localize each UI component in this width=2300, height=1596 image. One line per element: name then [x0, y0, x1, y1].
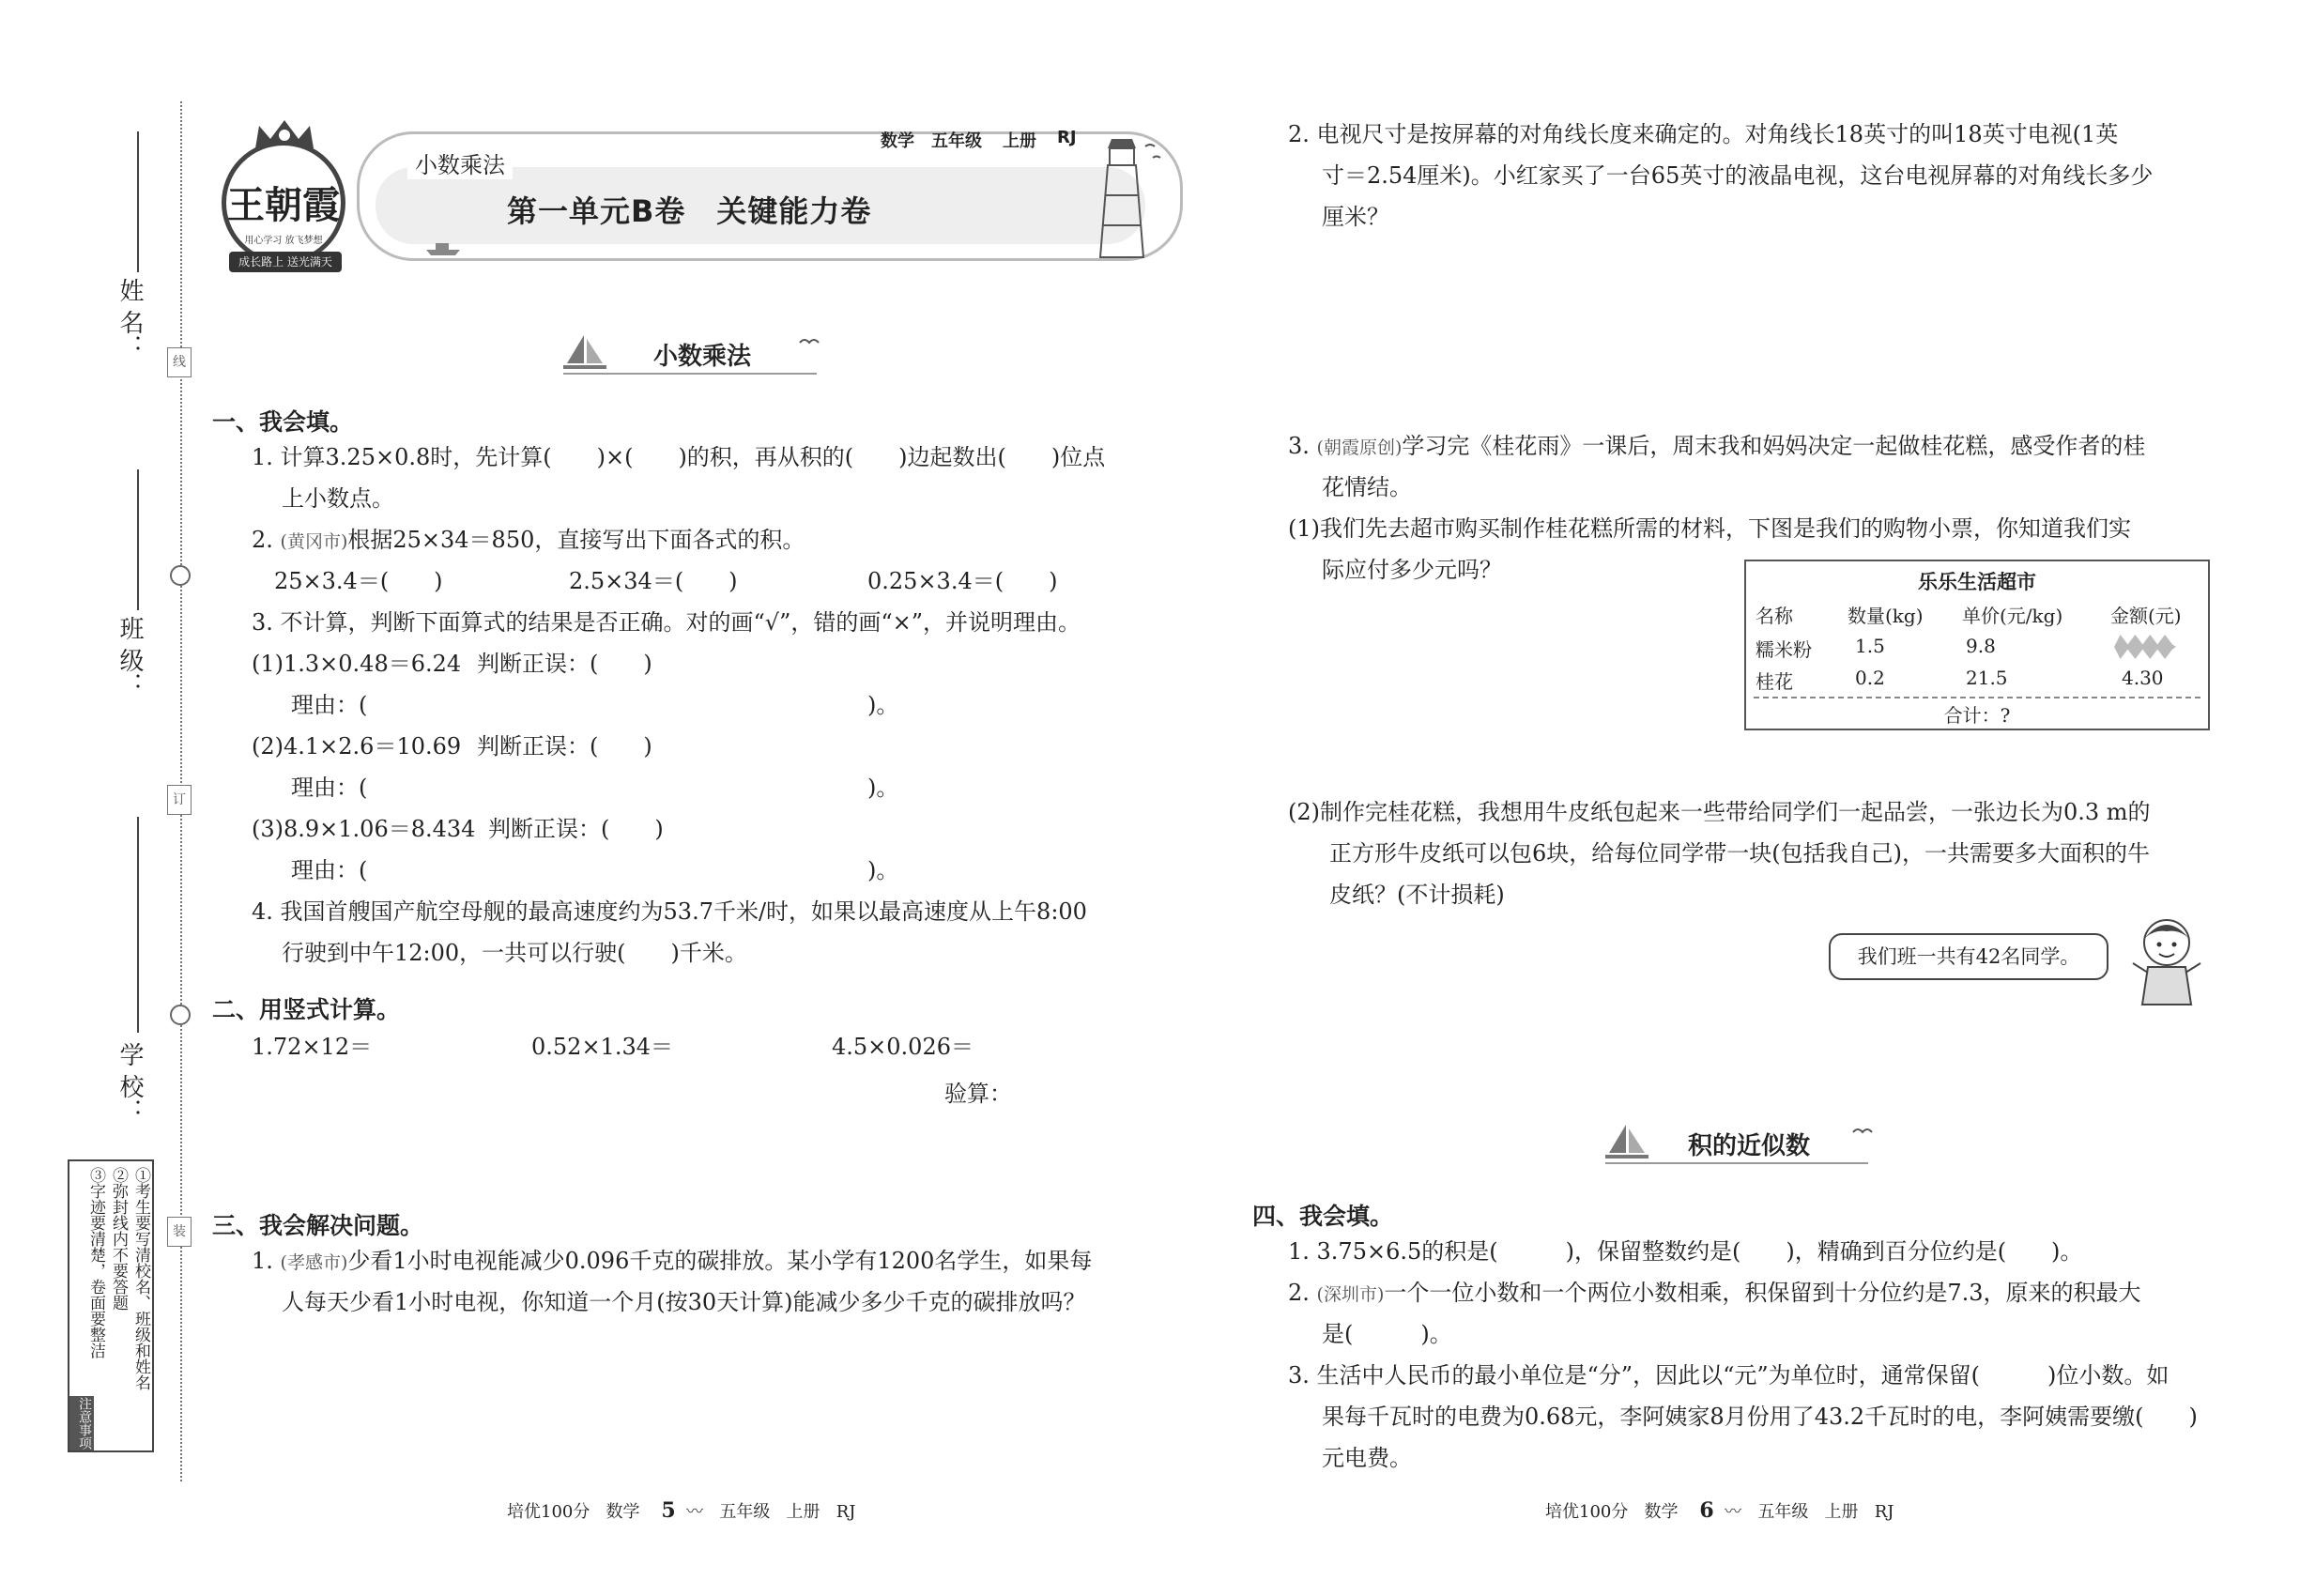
section-heading-multiplication [563, 333, 826, 380]
q4-line1: 4. 我国首艘国产航空母舰的最高速度约为53.7千米/时，如果以最高速度从上午8:00 [252, 898, 1087, 925]
school-field-line[interactable] [137, 817, 139, 1033]
q3-1-judge: 判断正误：( ) [477, 651, 652, 677]
p3-sub1-line2: 际应付多少元吗？ [1322, 557, 1502, 583]
footer-grade: 五年级 [1757, 1502, 1809, 1522]
p3-sub2-line2: 正方形牛皮纸可以包6块，给每位同学带一块(包括我自己)，一共需要多大面积的牛 [1329, 840, 2150, 867]
f1-line: 1. 3.75×6.5的积是( )，保留整数约是( )，精确到百分位约是( )。 [1288, 1238, 2083, 1265]
f3-line1: 3. 生活中人民币的最小单位是“分”，因此以“元”为单位时，通常保留( )位小数。如 [1288, 1362, 2170, 1389]
footer-edition: RJ [836, 1502, 856, 1522]
section-heading-text: 小数乘法 [653, 343, 752, 371]
receipt-total: 合计：? [1943, 704, 2011, 727]
receipt-title: 乐乐生活超市 [1918, 571, 2036, 593]
p2-line2: 寸＝2.54厘米)。小红家买了一台65英寸的液晶电视，这台电视屏幕的对角线长多少 [1322, 162, 2154, 189]
name-label: 姓 名： [115, 278, 144, 360]
receipt-cell: 桂花 [1756, 670, 1793, 693]
q3-1-reason: 理由：( [291, 692, 368, 718]
calc-item-2: 0.52×1.34＝ [531, 1034, 673, 1060]
check-label: 验算： [944, 1081, 1012, 1107]
f2-line1: 2. (深圳市)一个一位小数和一个两位小数相乘，积保留到十分位约是7.3，原来的积最大 [1288, 1280, 2141, 1306]
notes-title: 注意事项 [69, 1396, 94, 1450]
seal-mark-1: 线 [167, 347, 192, 377]
q2-item-2: 2.5×34＝( ) [569, 568, 738, 594]
binding-hole-2 [170, 1005, 191, 1025]
receipt-row-2 [1756, 667, 2202, 693]
q4-line2: 行驶到中午12:00，一共可以行驶( )千米。 [282, 940, 747, 966]
q3-1-close: )。 [867, 692, 899, 718]
q2-item-1: 25×3.4＝( ) [274, 568, 443, 594]
logo-slogan: 用心学习 放飞梦想 [244, 236, 323, 246]
receipt-cell: 0.2 [1855, 667, 1885, 689]
note-3: ③字迹要清楚，卷面要整洁 [86, 1167, 105, 1358]
bird-icon [798, 333, 822, 348]
note-1: ①考生要写清校名、班级和姓名 [131, 1167, 150, 1390]
logo-ribbon: 成长路上 送光满天 [229, 252, 342, 272]
footer-subject: 数学 [1644, 1502, 1679, 1522]
footer-right: 培优100分 数学 6 〰 五年级 上册 RJ [1545, 1498, 1894, 1523]
part3-title: 三、我会解决问题。 [212, 1212, 424, 1239]
calc-item-3: 4.5×0.026＝ [832, 1034, 974, 1060]
grade-label: 五年级 [931, 131, 982, 151]
lighthouse-icon [1080, 130, 1164, 261]
heading-rule [1605, 1162, 1868, 1164]
seal-mark-2: 订 [167, 785, 192, 815]
class-field-line[interactable] [137, 469, 139, 610]
f2-source: (深圳市) [1316, 1284, 1385, 1305]
receipt-divider [1754, 697, 2200, 698]
q3-2-close: )。 [867, 775, 899, 801]
p3-sub1-line1: (1)我们先去超市购买制作桂花糕所需的材料，下图是我们的购物小票，你知道我们实 [1288, 515, 2131, 542]
footer-edition: RJ [1874, 1502, 1894, 1522]
section-heading-text: 积的近似数 [1688, 1132, 1811, 1160]
smudged-amount-mark [2114, 635, 2176, 659]
page-number: 5 [661, 1498, 676, 1523]
q1-line1: 1. 计算3.25×0.8时，先计算( )×( )的积，再从积的( )边起数出( )位点 [252, 444, 1106, 470]
part1-title: 一、我会填。 [212, 408, 354, 436]
name-field-line[interactable] [137, 131, 139, 272]
calc-item-1: 1.72×12＝ [252, 1034, 373, 1060]
q3-2-judge: 判断正误：( ) [477, 733, 652, 760]
speech-bubble: 我们班一共有42名同学。 [1829, 933, 2108, 980]
shopping-receipt [1744, 560, 2210, 730]
q3-3-expr: (3)8.9×1.06＝8.434 [252, 816, 476, 842]
q1-line2: 上小数点。 [282, 485, 394, 512]
f2-line2: 是( )。 [1322, 1321, 1452, 1347]
p3-source: (朝霞原创) [1316, 437, 1403, 458]
p3-line2: 花情结。 [1322, 474, 1412, 500]
q3-1-expr: (1)1.3×0.48＝6.24 [252, 651, 462, 677]
receipt-cell: 4.30 [2122, 667, 2164, 689]
edition-label: RJ [1057, 128, 1077, 147]
page-number: 6 [1699, 1498, 1714, 1523]
q2-line: 2. (黄冈市)根据25×34＝850，直接写出下面各式的积。 [252, 527, 805, 553]
q3-2-expr: (2)4.1×2.6＝10.69 [252, 733, 462, 760]
p1-source: (孝感市) [280, 1252, 348, 1273]
footer-volume: 上册 [786, 1502, 820, 1522]
student-avatar-icon [2124, 911, 2208, 1014]
part2-title: 二、用竖式计算。 [212, 996, 401, 1023]
footer-series: 培优100分 [1545, 1502, 1629, 1522]
receipt-header-name: 名称 [1756, 605, 1793, 627]
p3-sub2-line3: 皮纸？(不计损耗) [1329, 882, 1505, 908]
p1-line1: 1. (孝感市)少看1小时电视能减少0.096千克的碳排放。某小学有1200名学生，如果每 [252, 1248, 1093, 1274]
q3-line: 3. 不计算，判断下面算式的结果是否正确。对的画“√”，错的画“×”，并说明理由。 [252, 609, 1081, 636]
q3-3-judge: 判断正误：( ) [488, 816, 664, 842]
f3-line3: 元电费。 [1322, 1445, 1412, 1471]
q2-item-3: 0.25×3.4＝( ) [867, 568, 1058, 594]
p2-line3: 厘米？ [1322, 204, 1389, 230]
heading-rule [563, 373, 817, 375]
footer-volume: 上册 [1824, 1502, 1859, 1522]
unit-title: 第一单元B卷 关键能力卷 [507, 193, 872, 229]
sailboat-icon [563, 333, 606, 371]
section-heading-approximation [1605, 1123, 1878, 1170]
ship-icon [424, 238, 462, 257]
q2-source: (黄冈市) [280, 531, 348, 552]
volume-label: 上册 [1003, 131, 1036, 151]
brand-logo [222, 141, 345, 265]
receipt-cell: 9.8 [1966, 635, 1996, 657]
part4-title: 四、我会填。 [1252, 1203, 1394, 1230]
sailboat-icon [1605, 1123, 1648, 1160]
receipt-cell: 21.5 [1966, 667, 2008, 689]
receipt-header-amount: 金额(元) [2110, 605, 2182, 627]
footer-series: 培优100分 [507, 1502, 590, 1522]
receipt-cell: 糯米粉 [1756, 638, 1812, 661]
binding-hole-1 [170, 565, 191, 586]
receipt-header-row [1756, 601, 2202, 627]
bird-icon [1851, 1123, 1876, 1138]
class-label: 班 级： [115, 616, 144, 698]
receipt-header-qty: 数量(kg) [1848, 605, 1924, 627]
logo-text: 王朝霞 [227, 183, 340, 227]
f3-line2: 果每千瓦时的电费为0.68元，李阿姨家8月份用了43.2千瓦时的电，李阿姨需要缴( ) [1322, 1404, 2198, 1430]
school-label: 学 校： [115, 1042, 144, 1124]
notes-box [68, 1159, 154, 1452]
p3-sub2-line1: (2)制作完桂花糕，我想用牛皮纸包起来一些带给同学们一起品尝，一张边长为0.3 m的 [1288, 799, 2151, 825]
receipt-cell: 1.5 [1855, 635, 1885, 657]
q3-3-reason: 理由：( [291, 857, 368, 883]
footer-left: 培优100分 数学 5 〰 五年级 上册 RJ [507, 1498, 856, 1523]
subject-label: 数学 [881, 131, 914, 151]
p2-line1: 2. 电视尺寸是按屏幕的对角线长度来确定的。对角线长18英寸的叫18英寸电视(1英 [1288, 121, 2119, 147]
footer-grade: 五年级 [719, 1502, 771, 1522]
p1-line2: 人每天少看1小时电视，你知道一个月(按30天计算)能减少多少千克的碳排放吗？ [282, 1289, 1086, 1315]
q3-2-reason: 理由：( [291, 775, 368, 801]
p3-line1: 3. (朝霞原创)学习完《桂花雨》一课后，周末我和妈妈决定一起做桂花糕，感受作者的桂 [1288, 433, 2146, 459]
topic-label: 小数乘法 [407, 146, 513, 179]
footer-subject: 数学 [606, 1502, 640, 1522]
receipt-header-price: 单价(元/kg) [1962, 605, 2063, 627]
q3-3-close: )。 [867, 857, 899, 883]
note-2: ②弥封线内不要答题 [109, 1167, 128, 1311]
receipt-row-1 [1756, 635, 2202, 661]
seal-mark-3: 装 [167, 1217, 192, 1247]
